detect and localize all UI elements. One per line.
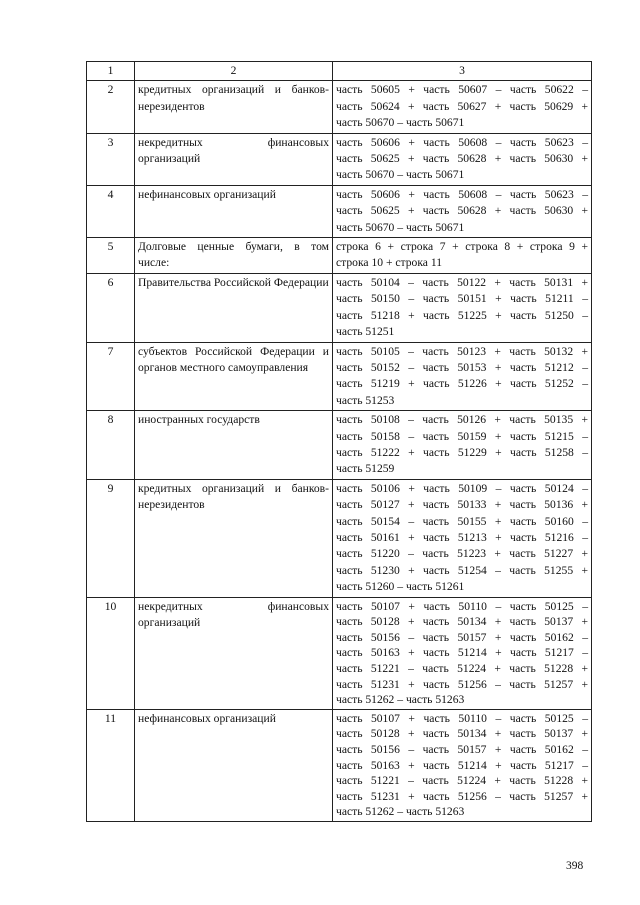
row-indicator-name: некредитных финансовых организаций bbox=[135, 133, 333, 185]
formula-line: часть 51262 – часть 51263 bbox=[336, 693, 465, 707]
formula-line: часть 51253 bbox=[336, 393, 395, 407]
table-row bbox=[87, 81, 592, 133]
formula-line: часть 50161 + часть 51213 + часть 51216 – bbox=[336, 530, 588, 544]
row-number: 2 bbox=[87, 81, 135, 133]
formula-line: часть 51260 – часть 51261 bbox=[336, 580, 465, 594]
row-formula bbox=[333, 709, 592, 821]
row-number: 5 bbox=[87, 238, 135, 274]
formula-line: строка 6 + строка 7 + строка 8 + строка 9 + bbox=[336, 240, 588, 254]
formula-line: часть 50163 + часть 51214 + часть 51217 – bbox=[336, 758, 588, 772]
row-indicator-name: нефинансовых организаций bbox=[135, 709, 333, 821]
formula-line: часть 51221 – часть 51224 + часть 51228 + bbox=[336, 774, 588, 788]
formula-line: часть 50158 – часть 50159 + часть 51215 – bbox=[336, 429, 588, 443]
formula-line: часть 51230 + часть 51254 – часть 51255 + bbox=[336, 563, 588, 577]
table-row bbox=[87, 411, 592, 480]
table-body bbox=[87, 81, 592, 822]
formula-line: часть 51259 bbox=[336, 462, 395, 476]
formula-line: часть 50107 + часть 50110 – часть 50125 – bbox=[336, 599, 588, 613]
row-indicator-name: некредитных финансовых организаций bbox=[135, 597, 333, 709]
formula-line: часть 50128 + часть 50134 + часть 50137 + bbox=[336, 615, 588, 629]
table-row bbox=[87, 597, 592, 709]
formula-line: часть 51231 + часть 51256 – часть 51257 + bbox=[336, 789, 588, 803]
formula-line: часть 51262 – часть 51263 bbox=[336, 805, 465, 819]
formula-line: строка 10 + строка 11 bbox=[336, 256, 442, 270]
row-formula bbox=[333, 81, 592, 133]
row-formula bbox=[333, 479, 592, 597]
formula-line: часть 50605 + часть 50607 – часть 50622 – bbox=[336, 83, 588, 97]
row-number: 7 bbox=[87, 342, 135, 411]
table-row bbox=[87, 133, 592, 185]
formula-line: часть 50670 – часть 50671 bbox=[336, 116, 465, 130]
formula-line: часть 51251 bbox=[336, 325, 395, 339]
formula-line: часть 50154 – часть 50155 + часть 50160 – bbox=[336, 514, 588, 528]
formula-line: часть 51220 – часть 51223 + часть 51227 + bbox=[336, 547, 588, 561]
formula-line: часть 51222 + часть 51229 + часть 51258 – bbox=[336, 445, 588, 459]
row-number: 9 bbox=[87, 479, 135, 597]
row-indicator-name: кредитных организаций и банков-нерезидентов bbox=[135, 479, 333, 597]
formula-line: часть 50606 + часть 50608 – часть 50623 – bbox=[336, 187, 588, 201]
formula-line: часть 50104 – часть 50122 + часть 50131 + bbox=[336, 275, 588, 289]
row-number: 3 bbox=[87, 133, 135, 185]
row-formula bbox=[333, 342, 592, 411]
row-indicator-name: кредитных организаций и банков-нерезидентов bbox=[135, 81, 333, 133]
header-col-1: 1 bbox=[87, 62, 135, 81]
row-formula bbox=[333, 133, 592, 185]
formula-line: часть 50624 + часть 50627 + часть 50629 + bbox=[336, 99, 588, 113]
formula-line: часть 51231 + часть 51256 – часть 51257 + bbox=[336, 677, 588, 691]
formula-line: часть 50150 – часть 50151 + часть 51211 – bbox=[336, 292, 588, 306]
formula-line: часть 50156 – часть 50157 + часть 50162 – bbox=[336, 630, 588, 644]
formula-line: часть 50163 + часть 51214 + часть 51217 – bbox=[336, 646, 588, 660]
row-formula bbox=[333, 411, 592, 480]
row-number: 4 bbox=[87, 185, 135, 237]
formula-line: часть 50127 + часть 50133 + часть 50136 + bbox=[336, 498, 588, 512]
header-col-2: 2 bbox=[135, 62, 333, 81]
table-row bbox=[87, 273, 592, 342]
row-indicator-name: Правительства Российской Федерации bbox=[135, 273, 333, 342]
formula-line: часть 51221 – часть 51224 + часть 51228 + bbox=[336, 661, 588, 675]
formula-line: часть 50670 – часть 50671 bbox=[336, 220, 465, 234]
header-row bbox=[87, 62, 592, 81]
row-indicator-name: иностранных государств bbox=[135, 411, 333, 480]
formula-line: часть 51219 + часть 51226 + часть 51252 – bbox=[336, 377, 588, 391]
formula-line: часть 50625 + часть 50628 + часть 50630 + bbox=[336, 152, 588, 166]
row-formula bbox=[333, 273, 592, 342]
formula-table bbox=[86, 61, 592, 822]
page-number: 398 bbox=[566, 860, 584, 872]
formula-line: часть 50606 + часть 50608 – часть 50623 – bbox=[336, 135, 588, 149]
row-formula bbox=[333, 238, 592, 274]
formula-line: часть 50107 + часть 50110 – часть 50125 – bbox=[336, 711, 588, 725]
formula-line: часть 50152 – часть 50153 + часть 51212 – bbox=[336, 360, 588, 374]
row-formula bbox=[333, 597, 592, 709]
formula-line: часть 50156 – часть 50157 + часть 50162 – bbox=[336, 742, 588, 756]
row-indicator-name: Долговые ценные бумаги, в том числе: bbox=[135, 238, 333, 274]
formula-line: часть 51218 + часть 51225 + часть 51250 – bbox=[336, 308, 588, 322]
formula-line: часть 50670 – часть 50671 bbox=[336, 168, 465, 182]
formula-line: часть 50106 + часть 50109 – часть 50124 – bbox=[336, 481, 588, 495]
row-number: 6 bbox=[87, 273, 135, 342]
formula-line: часть 50625 + часть 50628 + часть 50630 + bbox=[336, 204, 588, 218]
row-indicator-name: субъектов Российской Федерации и органов местного самоуправления bbox=[135, 342, 333, 411]
row-number: 8 bbox=[87, 411, 135, 480]
row-number: 11 bbox=[87, 709, 135, 821]
header-col-3: 3 bbox=[333, 62, 592, 81]
row-formula bbox=[333, 185, 592, 237]
table-row bbox=[87, 342, 592, 411]
formula-line: часть 50128 + часть 50134 + часть 50137 + bbox=[336, 727, 588, 741]
formula-line: часть 50108 – часть 50126 + часть 50135 + bbox=[336, 413, 588, 427]
row-indicator-name: нефинансовых организаций bbox=[135, 185, 333, 237]
table-row bbox=[87, 709, 592, 821]
table-row bbox=[87, 185, 592, 237]
formula-line: часть 50105 – часть 50123 + часть 50132 + bbox=[336, 344, 588, 358]
table-row bbox=[87, 238, 592, 274]
row-number: 10 bbox=[87, 597, 135, 709]
table-row bbox=[87, 479, 592, 597]
